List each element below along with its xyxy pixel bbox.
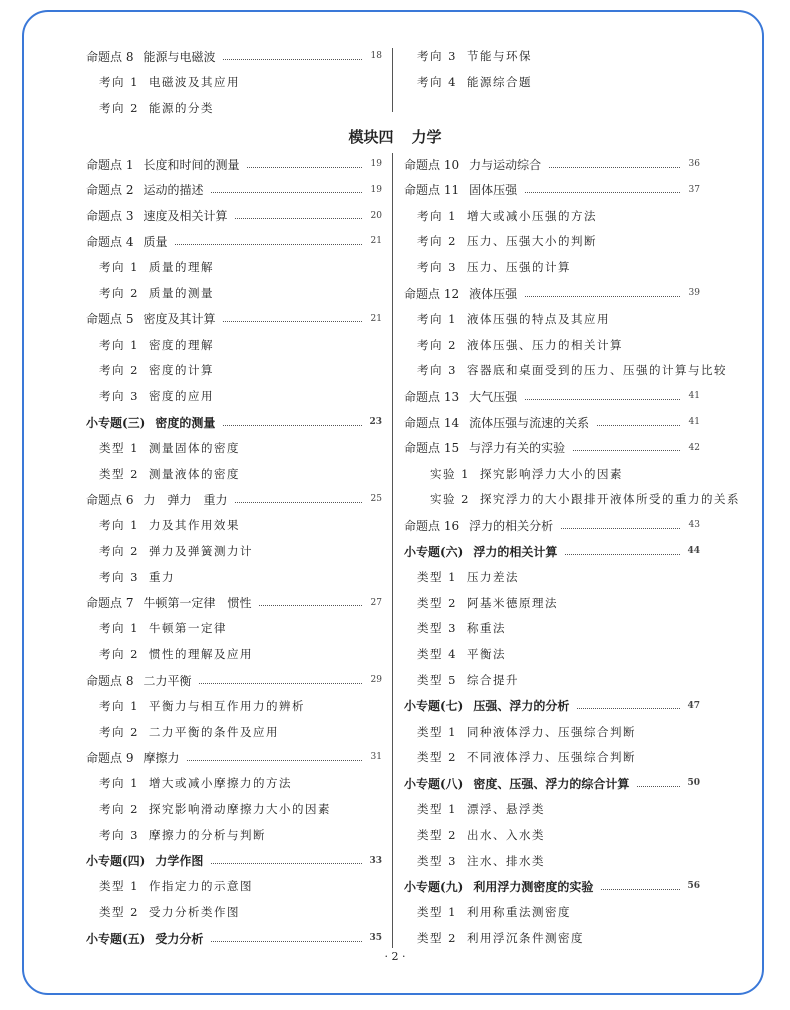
toc-subitem[interactable] <box>417 228 597 254</box>
dot-leader <box>175 244 362 245</box>
toc-item-number: 类型 1 <box>417 569 457 584</box>
toc-item-number: 命题点 8 <box>86 49 134 64</box>
toc-item-page: 41 <box>688 391 700 402</box>
toc-item-title: 不同液体浮力、压强综合判断 <box>466 750 636 765</box>
toc-item-title: 质量 <box>143 234 168 249</box>
toc-item-title: 平衡力与相互作用力的辨析 <box>148 698 305 713</box>
toc-item-number: 考向 3 <box>99 827 139 842</box>
toc-item-page: 18 <box>370 51 382 61</box>
toc-item-page: 31 <box>370 752 382 763</box>
toc-item-number: 考向 4 <box>417 74 457 89</box>
dot-leader <box>235 218 362 219</box>
toc-item-number: 考向 1 <box>99 698 139 713</box>
toc-item-title: 弹力及弹簧测力计 <box>148 544 253 558</box>
toc-topic[interactable] <box>86 306 382 332</box>
toc-item-title: 受力分析 <box>155 931 204 946</box>
toc-topic[interactable] <box>86 486 382 512</box>
toc-item-number: 命题点 11 <box>404 183 460 198</box>
toc-item-number: 小专题(六) <box>404 544 464 559</box>
toc-topic[interactable] <box>404 435 700 461</box>
toc-item-title: 能源综合题 <box>466 74 532 89</box>
toc-item-page: 47 <box>687 700 700 711</box>
toc-subitem[interactable] <box>99 69 240 95</box>
dot-leader <box>211 863 362 864</box>
toc-subitem[interactable] <box>417 719 636 745</box>
toc-item-title: 容器底和桌面受到的压力、压强的计算与比较 <box>466 363 727 378</box>
toc-item-page: 42 <box>688 442 700 453</box>
toc-subitem[interactable] <box>99 719 279 745</box>
toc-item-page: 44 <box>687 546 700 556</box>
dot-leader <box>637 786 680 787</box>
toc-item-number: 考向 2 <box>99 647 139 662</box>
toc-item-number: 考向 1 <box>99 74 139 89</box>
toc-item-number: 命题点 14 <box>404 415 460 430</box>
toc-subitem[interactable] <box>99 383 214 409</box>
toc-item-page: 43 <box>688 520 700 531</box>
toc-topic[interactable] <box>86 744 382 770</box>
toc-item-page: 21 <box>370 236 382 247</box>
toc-item-number: 考向 2 <box>99 544 139 558</box>
toc-item-title: 密度的应用 <box>148 389 214 404</box>
toc-item-title: 平衡法 <box>466 647 506 662</box>
toc-subitem[interactable] <box>99 512 240 538</box>
toc-item-number: 命题点 10 <box>404 157 460 172</box>
toc-item-number: 考向 2 <box>417 234 457 249</box>
toc-item-title: 流体压强与流速的关系 <box>469 415 590 430</box>
toc-item-page: 36 <box>688 159 700 169</box>
toc-item-title: 探究影响浮力大小的因素 <box>479 466 623 481</box>
toc-item-title: 受力分析类作图 <box>148 905 240 920</box>
toc-special-topic[interactable] <box>404 538 700 564</box>
toc-item-number: 考向 3 <box>417 363 457 378</box>
toc-item-number: 实验 2 <box>430 492 470 507</box>
toc-item-number: 小专题(三) <box>86 415 146 430</box>
toc-item-page: 23 <box>369 417 382 427</box>
dot-leader <box>199 683 362 684</box>
toc-item-number: 类型 1 <box>99 879 139 894</box>
toc-topic[interactable] <box>86 203 382 229</box>
toc-item-page: 35 <box>369 933 382 943</box>
toc-item-title: 增大或减小摩擦力的方法 <box>148 776 292 791</box>
toc-item-number: 命题点 8 <box>86 673 134 688</box>
dot-leader <box>235 502 362 503</box>
toc-item-title: 与浮力有关的实验 <box>469 441 566 456</box>
toc-topic[interactable] <box>404 383 700 409</box>
toc-item-title: 质量的测量 <box>148 286 214 300</box>
toc-topic[interactable] <box>404 280 700 306</box>
toc-item-number: 命题点 15 <box>404 441 460 456</box>
toc-item-number: 小专题(九) <box>404 879 464 894</box>
toc-item-number: 小专题(四) <box>86 854 146 869</box>
toc-item-number: 类型 3 <box>417 621 457 636</box>
toc-special-topic[interactable] <box>86 925 382 951</box>
toc-item-number: 类型 5 <box>417 673 457 687</box>
toc-item-title: 牛顿第一定律 <box>148 621 227 636</box>
toc-item-title: 利用称重法测密度 <box>466 905 571 920</box>
toc-special-topic[interactable] <box>86 409 382 435</box>
toc-item-title: 压力、压强的计算 <box>466 260 571 275</box>
toc-item-number: 小专题(八) <box>404 776 464 791</box>
toc-item-number: 类型 4 <box>417 647 457 662</box>
toc-item-title: 固体压强 <box>469 183 518 198</box>
toc-subitem[interactable] <box>417 822 545 848</box>
toc-subitem[interactable] <box>99 254 214 280</box>
toc-item-number: 命题点 6 <box>86 492 134 507</box>
toc-item-number: 考向 3 <box>99 389 139 404</box>
toc-item-page: 56 <box>687 881 700 892</box>
toc-item-title: 探究浮力的大小跟排开液体所受的重力的关系 <box>479 492 740 507</box>
toc-item-page: 33 <box>369 855 382 866</box>
toc-topic[interactable] <box>404 151 700 177</box>
toc-item-title: 重力 <box>148 569 175 584</box>
toc-item-title: 摩擦力的分析与判断 <box>148 827 266 842</box>
toc-special-topic[interactable] <box>404 770 700 796</box>
toc-item-title: 利用浮力测密度的实验 <box>473 879 594 894</box>
toc-topic[interactable] <box>86 177 382 203</box>
toc-item-number: 命题点 1 <box>86 157 134 172</box>
toc-item-page: 39 <box>688 288 700 298</box>
toc-item-number: 类型 1 <box>99 440 139 455</box>
toc-subitem[interactable] <box>99 822 266 848</box>
toc-item-page: 37 <box>688 184 700 195</box>
toc-item-title: 密度的测量 <box>155 415 216 430</box>
toc-item-title: 运动的描述 <box>143 183 204 198</box>
dot-leader <box>577 708 680 709</box>
toc-subitem[interactable] <box>99 770 292 796</box>
toc-item-number: 考向 1 <box>99 337 139 352</box>
toc-subitem[interactable] <box>417 564 519 590</box>
toc-subitem[interactable] <box>417 667 519 693</box>
toc-item-page: 19 <box>370 184 382 195</box>
toc-item-page: 27 <box>370 597 382 608</box>
toc-topic[interactable] <box>404 409 700 435</box>
toc-subitem[interactable] <box>99 435 240 461</box>
toc-item-title: 测量固体的密度 <box>148 440 240 455</box>
toc-item-title: 增大或减小压强的方法 <box>466 208 597 223</box>
toc-item-title: 速度及相关计算 <box>143 209 228 224</box>
toc-item-title: 压强、浮力的分析 <box>473 699 570 714</box>
dot-leader <box>597 425 680 426</box>
toc-topic[interactable] <box>404 177 700 203</box>
toc-item-number: 命题点 5 <box>86 312 134 327</box>
toc-item-page: 25 <box>370 494 382 505</box>
toc-subitem[interactable] <box>99 564 175 590</box>
toc-item-title: 密度的计算 <box>148 363 214 378</box>
toc-item-number: 实验 1 <box>430 466 470 481</box>
toc-item-number: 类型 2 <box>417 931 457 945</box>
toc-item-number: 类型 1 <box>417 802 457 816</box>
toc-item-page: 21 <box>370 313 382 324</box>
toc-item-number: 考向 1 <box>417 208 457 223</box>
toc-subitem[interactable] <box>417 332 623 358</box>
toc-item-title: 液体压强、压力的相关计算 <box>466 337 623 352</box>
toc-item-title: 二力平衡 <box>143 673 192 688</box>
toc-subitem[interactable] <box>417 357 727 383</box>
module-label: 模块四 <box>348 128 394 146</box>
toc-item-number: 考向 1 <box>417 311 457 326</box>
toc-item-title: 密度的理解 <box>148 337 214 352</box>
toc-item-number: 考向 2 <box>417 337 457 352</box>
toc-topic[interactable] <box>86 590 382 616</box>
toc-item-number: 类型 1 <box>417 724 457 739</box>
toc-item-page: 29 <box>370 675 382 685</box>
toc-subitem[interactable] <box>417 615 506 641</box>
toc-item-number: 类型 2 <box>417 750 457 765</box>
toc-subitem[interactable] <box>417 69 532 95</box>
toc-item-title: 二力平衡的条件及应用 <box>148 724 279 739</box>
toc-item-number: 考向 3 <box>417 49 457 63</box>
toc-item-number: 考向 1 <box>99 776 139 791</box>
dot-leader <box>223 321 362 322</box>
toc-item-title: 漂浮、悬浮类 <box>466 802 545 816</box>
toc-item-number: 命题点 3 <box>86 209 134 224</box>
toc-item-number: 考向 2 <box>99 286 139 300</box>
toc-item-number: 命题点 7 <box>86 596 134 611</box>
toc-subitem[interactable] <box>417 254 571 280</box>
dot-leader <box>601 889 680 890</box>
toc-experiment[interactable] <box>430 461 623 487</box>
toc-topic[interactable] <box>86 43 382 69</box>
toc-item-title: 综合提升 <box>466 673 519 687</box>
toc-item-title: 浮力的相关分析 <box>469 518 554 533</box>
toc-item-number: 考向 1 <box>99 518 139 533</box>
dot-leader <box>549 167 680 168</box>
toc-item-title: 探究影响滑动摩擦力大小的因素 <box>148 802 331 816</box>
toc-item-number: 考向 2 <box>99 802 139 816</box>
toc-topic[interactable] <box>404 512 700 538</box>
toc-item-title: 质量的理解 <box>148 260 214 275</box>
column-divider <box>392 153 393 948</box>
page-number: · 2 · <box>384 950 406 963</box>
toc-item-title: 出水、入水类 <box>466 827 545 842</box>
toc-item-number: 小专题(五) <box>86 931 146 946</box>
toc-item-number: 命题点 12 <box>404 286 460 301</box>
column-divider-top <box>392 48 393 112</box>
toc-item-number: 命题点 13 <box>404 389 460 404</box>
toc-item-title: 力及其作用效果 <box>148 518 240 533</box>
toc-item-title: 液体压强的特点及其应用 <box>466 311 610 326</box>
module-name: 力学 <box>411 128 442 146</box>
toc-item-page: 41 <box>688 417 700 427</box>
toc-item-title: 力学作图 <box>155 854 204 869</box>
toc-item-number: 考向 3 <box>99 569 139 584</box>
toc-item-title: 惯性的理解及应用 <box>148 647 253 662</box>
toc-subitem[interactable] <box>99 641 253 667</box>
dot-leader <box>525 399 680 400</box>
toc-subitem[interactable] <box>99 332 214 358</box>
toc-subitem[interactable] <box>99 95 214 121</box>
toc-item-title: 密度及其计算 <box>143 312 216 327</box>
module-title <box>0 126 790 147</box>
toc-subitem[interactable] <box>99 615 227 641</box>
toc-item-title: 液体压强 <box>469 286 518 301</box>
toc-topic[interactable] <box>86 151 382 177</box>
toc-topic[interactable] <box>86 228 382 254</box>
toc-item-title: 力 弹力 重力 <box>143 492 228 507</box>
toc-item-title: 测量液体的密度 <box>148 466 240 481</box>
toc-special-topic[interactable] <box>404 693 700 719</box>
toc-item-page: 50 <box>687 778 700 789</box>
toc-item-title: 能源与电磁波 <box>143 49 216 64</box>
toc-item-title: 浮力的相关计算 <box>473 544 558 559</box>
toc-subitem[interactable] <box>417 203 597 229</box>
toc-item-title: 作指定力的示意图 <box>148 879 253 894</box>
toc-item-number: 考向 2 <box>99 100 139 115</box>
toc-subitem[interactable] <box>99 280 214 306</box>
toc-item-title: 称重法 <box>466 621 506 636</box>
toc-item-title: 力与运动综合 <box>469 157 542 172</box>
toc-item-title: 长度和时间的测量 <box>143 157 240 172</box>
toc-subitem[interactable] <box>99 873 253 899</box>
toc-item-title: 压力差法 <box>466 569 519 584</box>
toc-subitem[interactable] <box>417 899 571 925</box>
toc-item-title: 压力、压强大小的判断 <box>466 234 597 249</box>
toc-item-number: 考向 2 <box>99 724 139 739</box>
toc-subitem[interactable] <box>99 357 214 383</box>
toc-experiment[interactable] <box>430 486 740 512</box>
toc-item-title: 能源的分类 <box>148 100 214 115</box>
toc-item-number: 类型 3 <box>417 853 457 868</box>
toc-item-number: 命题点 9 <box>86 750 134 765</box>
dot-leader <box>565 554 680 555</box>
toc-item-title: 摩擦力 <box>143 750 180 765</box>
dot-leader <box>561 528 680 529</box>
toc-item-number: 类型 1 <box>417 905 457 920</box>
toc-subitem[interactable] <box>417 925 584 951</box>
toc-item-number: 命题点 16 <box>404 518 460 533</box>
toc-item-number: 考向 1 <box>99 621 139 636</box>
toc-item-number: 考向 1 <box>99 260 139 275</box>
toc-item-title: 电磁波及其应用 <box>148 74 240 89</box>
toc-item-number: 小专题(七) <box>404 699 464 714</box>
dot-leader <box>223 425 362 426</box>
toc-special-topic[interactable] <box>404 873 700 899</box>
toc-item-title: 节能与环保 <box>466 49 532 63</box>
dot-leader <box>211 941 362 942</box>
toc-item-title: 大气压强 <box>469 389 518 404</box>
dot-leader <box>211 192 362 193</box>
toc-subitem[interactable] <box>417 744 636 770</box>
toc-subitem[interactable] <box>99 796 331 822</box>
toc-topic[interactable] <box>86 667 382 693</box>
toc-item-title: 牛顿第一定律 惯性 <box>143 596 252 611</box>
toc-item-title: 同种液体浮力、压强综合判断 <box>466 724 636 739</box>
dot-leader <box>247 167 362 168</box>
toc-item-page: 20 <box>370 210 382 221</box>
toc-item-number: 类型 2 <box>417 595 457 610</box>
dot-leader <box>223 59 362 60</box>
toc-subitem[interactable] <box>99 461 240 487</box>
toc-item-number: 考向 2 <box>99 363 139 378</box>
toc-subitem[interactable] <box>417 590 558 616</box>
toc-subitem[interactable] <box>417 43 532 69</box>
toc-item-number: 命题点 2 <box>86 183 134 198</box>
toc-item-number: 类型 2 <box>99 466 139 481</box>
toc-item-number: 类型 2 <box>99 905 139 920</box>
toc-special-topic[interactable] <box>86 848 382 874</box>
dot-leader <box>187 760 362 761</box>
toc-item-number: 考向 3 <box>417 260 457 275</box>
toc-item-title: 利用浮沉条件测密度 <box>466 931 584 945</box>
toc-item-title: 阿基米德原理法 <box>466 595 558 610</box>
dot-leader <box>573 450 680 451</box>
toc-subitem[interactable] <box>417 641 506 667</box>
toc-item-number: 类型 2 <box>417 827 457 842</box>
toc-item-title: 注水、排水类 <box>466 853 545 868</box>
toc-subitem[interactable] <box>417 306 610 332</box>
toc-subitem[interactable] <box>99 899 240 925</box>
toc-item-page: 19 <box>370 159 382 169</box>
dot-leader <box>259 605 362 606</box>
toc-item-number: 命题点 4 <box>86 234 134 249</box>
toc-subitem[interactable] <box>417 796 545 822</box>
dot-leader <box>525 296 680 297</box>
dot-leader <box>525 192 680 193</box>
toc-subitem[interactable] <box>417 848 545 874</box>
toc-subitem[interactable] <box>99 538 253 564</box>
toc-subitem[interactable] <box>99 693 305 719</box>
toc-item-title: 密度、压强、浮力的综合计算 <box>473 776 630 791</box>
